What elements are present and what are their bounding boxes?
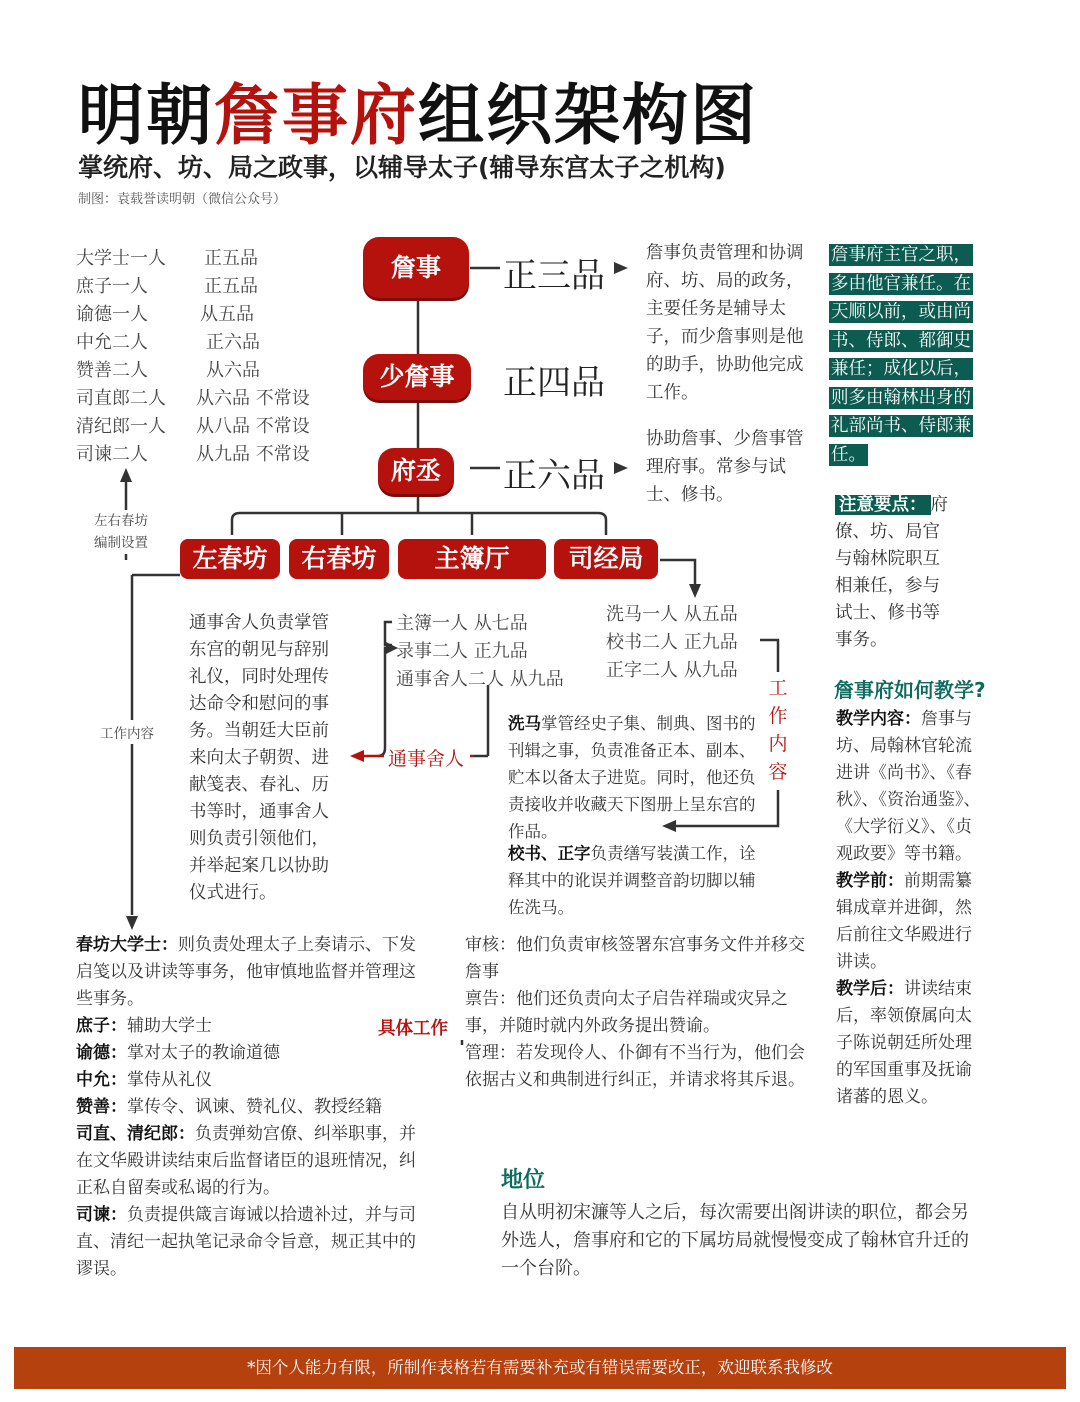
title-suffix: 组织架构图: [418, 77, 758, 154]
duty-item: 春坊大学士：则负责处理太子上奏请示、下发启笺以及讲读等事务，他审慎地监督并管理这些事务。: [76, 935, 416, 1009]
shaozhanshi-grade: 正四品: [503, 363, 605, 403]
page-title: [78, 62, 758, 157]
setup-label: 左右春坊编制设置: [94, 510, 160, 554]
teaching-heading: 詹事府如何教学?: [834, 678, 986, 702]
xima-description: 洗马掌管经史子集、制典、图书的刊辑之事，负责准备正本、副本、贮本以备太子进览。同时，他还负责接收并收藏天下图册上呈东宫的作品。: [508, 714, 756, 841]
chunfang-duties: [76, 932, 416, 1283]
dept-youchunfang: 右春坊: [289, 539, 389, 579]
work-item: 管理：若发现伶人、仆御有不当行为，他们会依据古义和典制进行纠正，并请求将其斥退。: [465, 1043, 805, 1090]
shaozhanshi-node: 少詹事: [363, 354, 471, 400]
official-row: 司直郎二人 从六品 不常设: [76, 388, 310, 409]
zhanshi-node: 詹事: [363, 237, 469, 298]
specific-work-label: 具体工作: [378, 1019, 448, 1039]
work-item: 审核：他们负责审核签署东宫事务文件并移交詹事: [465, 935, 805, 982]
duty-item: 司谏：负责提供箴言诲诫以拾遗补过，并与司直、清纪一起执笔记录命令旨意，规正其中的谬误。: [76, 1205, 416, 1279]
tongshi-label: 通事舍人: [388, 748, 465, 770]
teaching-item: 教学前：前期需纂辑成章并进御，然后前往文华殿进行讲读。: [836, 871, 972, 972]
teaching-item: 教学内容：詹事与坊、局翰林官轮流进讲《尚书》、《春秋》、《资治通鉴》、《大学衍义》、《贞观政要》等书籍。: [836, 709, 981, 864]
fucheng-description: 协助詹事、少詹事管理府事。常参与试士、修书。: [646, 429, 804, 505]
footer-banner: *因个人能力有限，所制作表格若有需要补充或有错误需要改正，欢迎联系我修改: [14, 1347, 1066, 1389]
sijing-staff-list: [606, 600, 738, 684]
duty-item: 赞善：掌传令、讽谏、赞礼仪、教授经籍: [76, 1097, 382, 1117]
status-text: 自从明初宋濂等人之后，每次需要出阁讲读的职位，都会另外选人，詹事府和它的下属坊局就慢慢变成了翰林官升迁的一个台阶。: [501, 1202, 969, 1279]
dept-zhubuting: 主簿厅: [398, 539, 546, 579]
tongshi-description: 通事舍人负责掌管东宫的朝见与辞别礼仪，同时处理传达命令和慰问的事务。当朝廷大臣前来向太子朝贺、进献笺表、春礼、历书等时，通事舍人则负责引领他们，并举起案几以协助仪式进行。: [189, 613, 329, 903]
staff-row: 洗马一人 从五品: [606, 604, 738, 625]
official-row: 大学士一人 正五品: [76, 248, 258, 269]
teaching-item: 教学后：讲读结束后，率领僚属向太子陈说朝廷所处理的军国重事及抚谕诸蕃的恩义。: [836, 979, 972, 1107]
official-row: 司谏二人 从九品 不常设: [76, 444, 310, 465]
status-heading: 地位: [501, 1168, 546, 1193]
title-highlight: 詹事府: [214, 77, 418, 154]
attention-label: 注意要点：: [835, 495, 931, 515]
work-content-vertical-label: 工作内容: [767, 674, 789, 786]
zhubu-staff-list: [396, 609, 564, 693]
attention-note: 注意要点： 府僚、坊、局官与翰林院职互相兼任，参与试士、修书等事务。: [835, 495, 948, 650]
zhanshi-grade: 正三品: [503, 256, 605, 296]
fucheng-grade: 正六品: [503, 456, 605, 496]
title-prefix: 明朝: [78, 77, 214, 154]
page-subtitle: 掌统府、坊、局之政事，以辅导太子(辅导东宫太子之机构): [78, 153, 726, 182]
staff-row: 正字二人 从九品: [606, 660, 738, 681]
staff-row: 主簿一人 从七品: [396, 613, 528, 634]
fucheng-node: 府丞: [378, 448, 454, 494]
official-row: 清纪郎一人 从八品 不常设: [76, 416, 310, 437]
official-row: 中允二人 正六品: [76, 332, 260, 353]
duty-item: 庶子：辅助大学士: [76, 1016, 212, 1036]
duty-item: 司直、清纪郎：负责弹劾宫僚、纠举职事，并在文华殿讲读结束后监督诸臣的退班情况，纠正私自留奏或私谒的行为。: [76, 1124, 416, 1198]
staff-row: 通事舍人二人 从九品: [396, 669, 564, 690]
credit: 制图：袁载誉读明朝（微信公众号）: [78, 192, 287, 207]
work-item: 禀告：他们还负责向太子启告祥瑞或灾异之事，并随时就内外政务提出赞谕。: [465, 989, 788, 1036]
zhanshi-description: 詹事负责管理和协调府、坊、局的政务，主要任务是辅导太子，而少詹事则是他的助手，协助他完成工作。: [646, 243, 804, 403]
official-row: 庶子一人 正五品: [76, 276, 258, 297]
official-row: 谕德一人 从五品: [76, 304, 254, 325]
specific-work-list: [465, 932, 805, 1094]
teal-note: 詹事府主官之职，多由他官兼任。在天顺以前，或由尚书、侍郎、都御史兼任；成化以后，则多由翰林出身的礼部尚书、侍郎兼任。: [831, 245, 971, 465]
work-content-left-label: 工作内容: [100, 720, 154, 744]
staff-row: 录事二人 正九品: [396, 641, 528, 662]
duty-item: 谕德：掌对太子的教谕道德: [76, 1043, 280, 1063]
teaching-list: [836, 706, 988, 1111]
duty-item: 中允：掌侍从礼仪: [76, 1070, 212, 1090]
jiaoshu-description: 校书、正字负责缮写装潢工作，诠释其中的讹误并调整音韵切脚以辅佐洗马。: [508, 844, 756, 917]
staff-row: 校书二人 正九品: [606, 632, 738, 653]
dept-sijingju: 司经局: [554, 539, 658, 579]
official-row: 赞善二人 从六品: [76, 360, 260, 381]
dept-zuochunfang: 左春坊: [180, 539, 280, 579]
officials-list: [76, 244, 310, 468]
